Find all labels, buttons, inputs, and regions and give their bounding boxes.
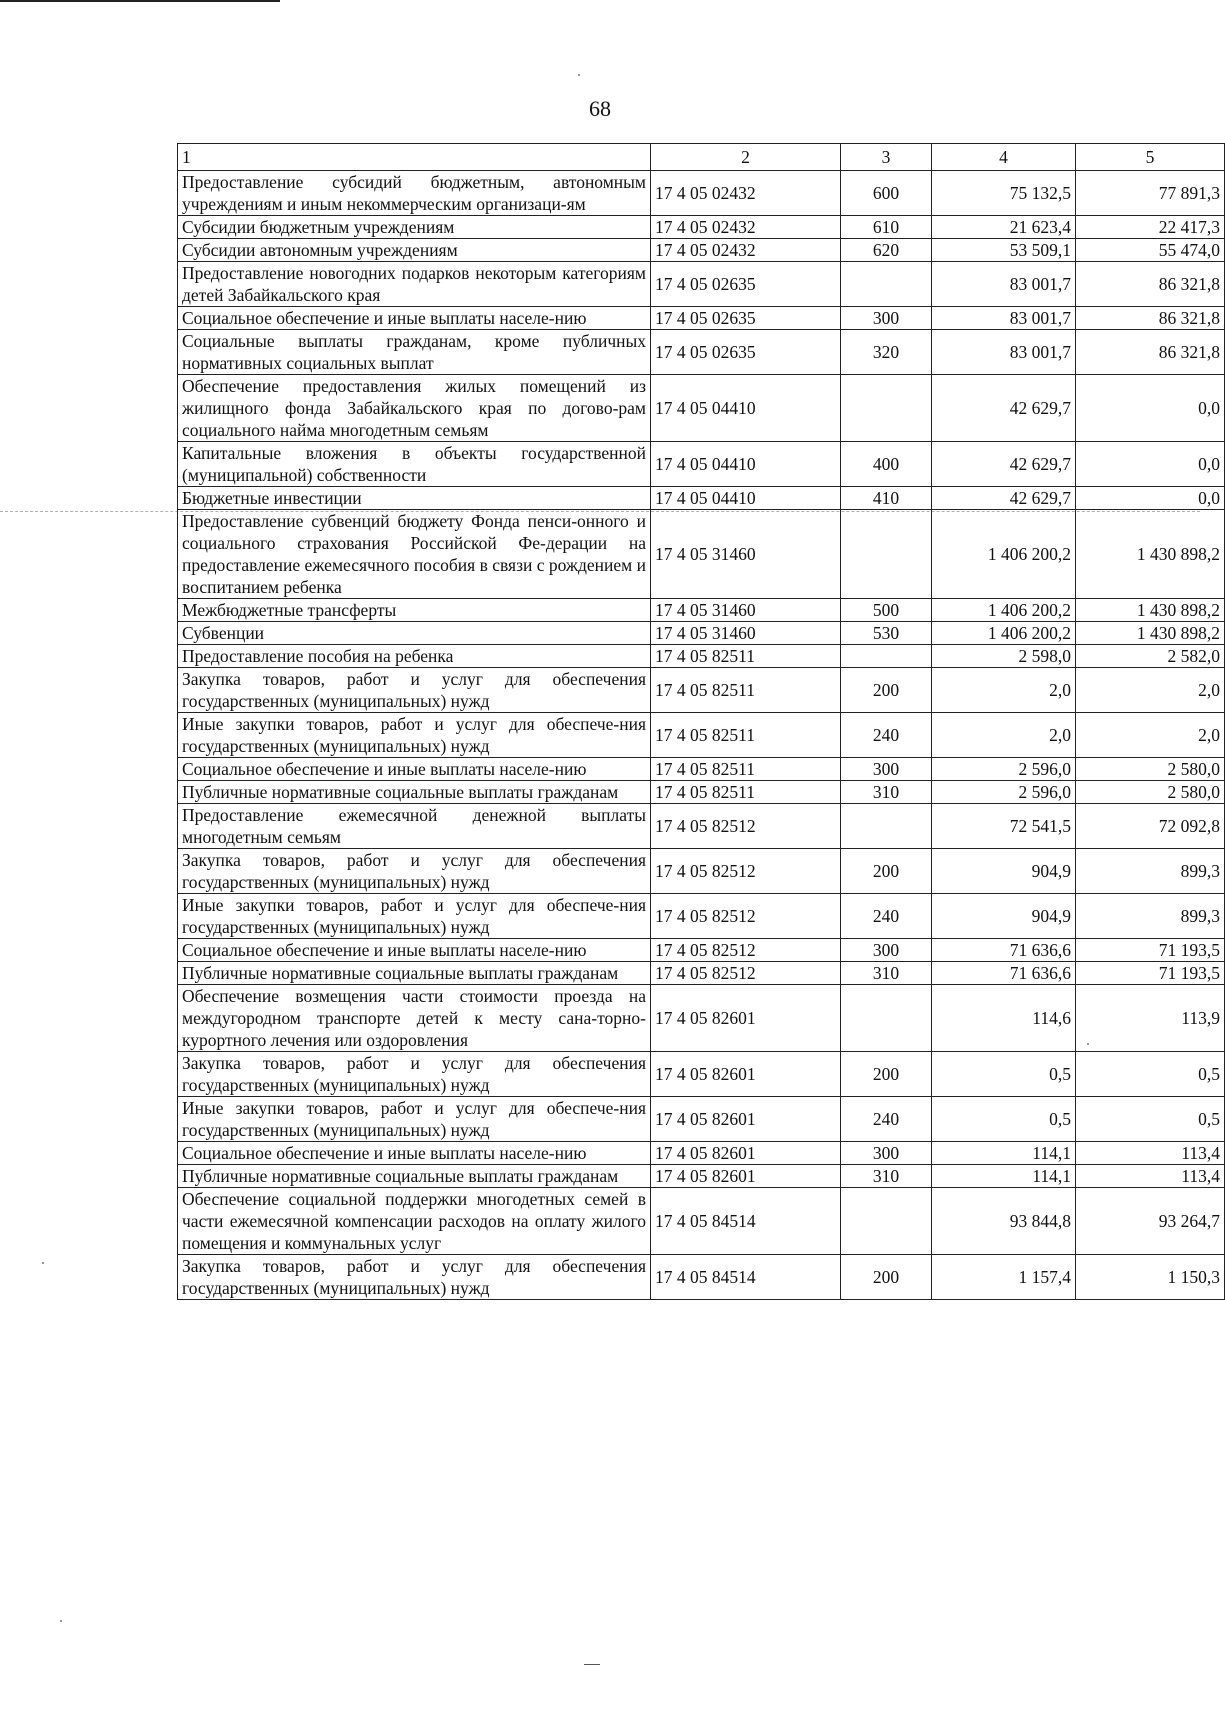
row-type-cell: 410 xyxy=(841,487,932,510)
row-code-cell: 17 4 05 02635 xyxy=(651,330,841,375)
scan-speck xyxy=(42,1262,44,1264)
table-row xyxy=(178,171,1225,216)
table-row xyxy=(178,307,1225,330)
column-header-name: 1 xyxy=(178,144,651,171)
row-sum-col5-cell: 2 582,0 xyxy=(1076,645,1225,668)
row-type-cell xyxy=(841,804,932,849)
row-type-cell: 300 xyxy=(841,939,932,962)
row-name-cell: Субвенции xyxy=(178,622,651,645)
row-sum-col5-cell: 86 321,8 xyxy=(1076,307,1225,330)
row-sum-col4-cell: 2 596,0 xyxy=(932,758,1076,781)
row-name-cell: Обеспечение социальной поддержки многодетных семей в части ежемесячной компенсации расходов на оплату жилого помещения и коммунальных услуг xyxy=(178,1188,651,1255)
row-sum-col4-cell: 114,6 xyxy=(932,985,1076,1052)
table-body xyxy=(178,171,1225,1300)
table-row xyxy=(178,1142,1225,1165)
row-sum-col4-cell: 2 598,0 xyxy=(932,645,1076,668)
row-code-cell: 17 4 05 02635 xyxy=(651,307,841,330)
row-name-cell: Обеспечение возмещения части стоимости проезда на междугородном транспорте детей к месту сана-торно-курортного лечения или оздоровления xyxy=(178,985,651,1052)
row-sum-col4-cell: 904,9 xyxy=(932,894,1076,939)
row-type-cell: 600 xyxy=(841,171,932,216)
table-row xyxy=(178,330,1225,375)
row-name-cell: Предоставление ежемесячной денежной выплаты многодетным семьям xyxy=(178,804,651,849)
row-type-cell xyxy=(841,1188,932,1255)
row-sum-col5-cell: 55 474,0 xyxy=(1076,239,1225,262)
row-sum-col5-cell: 0,0 xyxy=(1076,442,1225,487)
table-row xyxy=(178,939,1225,962)
row-name-cell: Социальное обеспечение и иные выплаты населе-нию xyxy=(178,939,651,962)
row-sum-col5-cell: 1 430 898,2 xyxy=(1076,599,1225,622)
column-header-code: 2 xyxy=(651,144,841,171)
table-row xyxy=(178,622,1225,645)
table-header-row xyxy=(178,144,1225,171)
row-type-cell: 530 xyxy=(841,622,932,645)
row-code-cell: 17 4 05 31460 xyxy=(651,599,841,622)
row-type-cell: 300 xyxy=(841,1142,932,1165)
column-header-type: 3 xyxy=(841,144,932,171)
row-name-cell: Иные закупки товаров, работ и услуг для обеспече-ния государственных (муниципальных) нужд xyxy=(178,894,651,939)
row-code-cell: 17 4 05 82601 xyxy=(651,1097,841,1142)
scan-mark xyxy=(584,1664,600,1665)
table-row xyxy=(178,442,1225,487)
table-row xyxy=(178,1097,1225,1142)
row-type-cell: 500 xyxy=(841,599,932,622)
row-sum-col4-cell: 83 001,7 xyxy=(932,307,1076,330)
row-code-cell: 17 4 05 82511 xyxy=(651,645,841,668)
row-name-cell: Закупка товаров, работ и услуг для обеспечения государственных (муниципальных) нужд xyxy=(178,1052,651,1097)
row-type-cell xyxy=(841,645,932,668)
table-row xyxy=(178,985,1225,1052)
row-type-cell: 310 xyxy=(841,781,932,804)
row-name-cell: Предоставление новогодних подарков некоторым категориям детей Забайкальского края xyxy=(178,262,651,307)
row-type-cell: 200 xyxy=(841,1052,932,1097)
row-name-cell: Социальное обеспечение и иные выплаты населе-нию xyxy=(178,1142,651,1165)
row-sum-col4-cell: 42 629,7 xyxy=(932,375,1076,442)
row-sum-col5-cell: 0,5 xyxy=(1076,1097,1225,1142)
top-edge-rule xyxy=(0,0,280,2)
row-type-cell: 300 xyxy=(841,307,932,330)
row-sum-col4-cell: 42 629,7 xyxy=(932,442,1076,487)
row-sum-col4-cell: 904,9 xyxy=(932,849,1076,894)
row-code-cell: 17 4 05 04410 xyxy=(651,442,841,487)
row-code-cell: 17 4 05 82601 xyxy=(651,1142,841,1165)
budget-table xyxy=(177,143,1225,1300)
table-row xyxy=(178,781,1225,804)
row-sum-col4-cell: 71 636,6 xyxy=(932,939,1076,962)
row-code-cell: 17 4 05 02635 xyxy=(651,262,841,307)
row-code-cell: 17 4 05 04410 xyxy=(651,487,841,510)
row-sum-col4-cell: 93 844,8 xyxy=(932,1188,1076,1255)
row-name-cell: Предоставление субсидий бюджетным, автономным учреждениям и иным некоммерческим организаци-ям xyxy=(178,171,651,216)
row-sum-col4-cell: 83 001,7 xyxy=(932,330,1076,375)
row-sum-col5-cell: 0,5 xyxy=(1076,1052,1225,1097)
row-code-cell: 17 4 05 82511 xyxy=(651,781,841,804)
row-sum-col4-cell: 1 406 200,2 xyxy=(932,510,1076,599)
row-sum-col5-cell: 1 430 898,2 xyxy=(1076,622,1225,645)
row-sum-col5-cell: 0,0 xyxy=(1076,375,1225,442)
row-sum-col5-cell: 86 321,8 xyxy=(1076,262,1225,307)
row-name-cell: Публичные нормативные социальные выплаты гражданам xyxy=(178,781,651,804)
row-name-cell: Публичные нормативные социальные выплаты гражданам xyxy=(178,1165,651,1188)
row-sum-col5-cell: 72 092,8 xyxy=(1076,804,1225,849)
row-name-cell: Субсидии бюджетным учреждениям xyxy=(178,216,651,239)
row-code-cell: 17 4 05 02432 xyxy=(651,171,841,216)
row-code-cell: 17 4 05 82511 xyxy=(651,758,841,781)
column-header-sum-col5: 5 xyxy=(1076,144,1225,171)
row-type-cell: 400 xyxy=(841,442,932,487)
row-sum-col4-cell: 0,5 xyxy=(932,1097,1076,1142)
row-name-cell: Публичные нормативные социальные выплаты гражданам xyxy=(178,962,651,985)
row-name-cell: Бюджетные инвестиции xyxy=(178,487,651,510)
row-type-cell: 320 xyxy=(841,330,932,375)
row-sum-col4-cell: 71 636,6 xyxy=(932,962,1076,985)
row-name-cell: Субсидии автономным учреждениям xyxy=(178,239,651,262)
row-code-cell: 17 4 05 82601 xyxy=(651,1165,841,1188)
table-row xyxy=(178,668,1225,713)
row-sum-col4-cell: 1 406 200,2 xyxy=(932,622,1076,645)
row-sum-col4-cell: 72 541,5 xyxy=(932,804,1076,849)
row-sum-col4-cell: 2,0 xyxy=(932,668,1076,713)
row-code-cell: 17 4 05 84514 xyxy=(651,1255,841,1300)
row-code-cell: 17 4 05 82511 xyxy=(651,713,841,758)
row-code-cell: 17 4 05 82512 xyxy=(651,939,841,962)
row-type-cell xyxy=(841,375,932,442)
row-code-cell: 17 4 05 02432 xyxy=(651,239,841,262)
row-type-cell: 610 xyxy=(841,216,932,239)
row-sum-col5-cell: 77 891,3 xyxy=(1076,171,1225,216)
row-name-cell: Социальные выплаты гражданам, кроме публичных нормативных социальных выплат xyxy=(178,330,651,375)
row-sum-col4-cell: 0,5 xyxy=(932,1052,1076,1097)
row-code-cell: 17 4 05 82601 xyxy=(651,1052,841,1097)
row-sum-col4-cell: 2,0 xyxy=(932,713,1076,758)
row-name-cell: Закупка товаров, работ и услуг для обеспечения государственных (муниципальных) нужд xyxy=(178,668,651,713)
row-name-cell: Закупка товаров, работ и услуг для обеспечения государственных (муниципальных) нужд xyxy=(178,1255,651,1300)
row-sum-col4-cell: 1 406 200,2 xyxy=(932,599,1076,622)
row-sum-col5-cell: 71 193,5 xyxy=(1076,962,1225,985)
row-sum-col5-cell: 113,4 xyxy=(1076,1142,1225,1165)
row-sum-col4-cell: 114,1 xyxy=(932,1165,1076,1188)
row-sum-col5-cell: 93 264,7 xyxy=(1076,1188,1225,1255)
row-code-cell: 17 4 05 82512 xyxy=(651,962,841,985)
row-type-cell xyxy=(841,985,932,1052)
row-name-cell: Иные закупки товаров, работ и услуг для обеспече-ния государственных (муниципальных) нужд xyxy=(178,1097,651,1142)
row-code-cell: 17 4 05 82512 xyxy=(651,849,841,894)
row-type-cell: 240 xyxy=(841,1097,932,1142)
row-type-cell: 200 xyxy=(841,1255,932,1300)
row-name-cell: Предоставление субвенций бюджету Фонда пенси-онного и социального страхования Российской Фе-дерации на предоставление ежемесячного пособия в связи с рождением и воспитанием ребенка xyxy=(178,510,651,599)
row-sum-col5-cell: 2 580,0 xyxy=(1076,758,1225,781)
row-name-cell: Предоставление пособия на ребенка xyxy=(178,645,651,668)
table-row xyxy=(178,713,1225,758)
table-row xyxy=(178,1255,1225,1300)
row-type-cell xyxy=(841,262,932,307)
row-sum-col5-cell: 113,9 xyxy=(1076,985,1225,1052)
row-sum-col4-cell: 53 509,1 xyxy=(932,239,1076,262)
row-sum-col5-cell: 1 430 898,2 xyxy=(1076,510,1225,599)
row-name-cell: Закупка товаров, работ и услуг для обеспечения государственных (муниципальных) нужд xyxy=(178,849,651,894)
row-sum-col5-cell: 1 150,3 xyxy=(1076,1255,1225,1300)
row-type-cell: 310 xyxy=(841,962,932,985)
table-row xyxy=(178,262,1225,307)
column-header-sum-col4: 4 xyxy=(932,144,1076,171)
row-sum-col4-cell: 83 001,7 xyxy=(932,262,1076,307)
row-sum-col5-cell: 71 193,5 xyxy=(1076,939,1225,962)
row-sum-col5-cell: 899,3 xyxy=(1076,894,1225,939)
row-type-cell: 200 xyxy=(841,668,932,713)
row-sum-col5-cell: 2,0 xyxy=(1076,668,1225,713)
table-row xyxy=(178,804,1225,849)
row-code-cell: 17 4 05 82511 xyxy=(651,668,841,713)
scan-speck xyxy=(60,1620,62,1622)
row-code-cell: 17 4 05 02432 xyxy=(651,216,841,239)
row-code-cell: 17 4 05 04410 xyxy=(651,375,841,442)
row-type-cell: 310 xyxy=(841,1165,932,1188)
row-type-cell: 240 xyxy=(841,713,932,758)
table-row xyxy=(178,1052,1225,1097)
table-row xyxy=(178,1188,1225,1255)
row-type-cell: 200 xyxy=(841,849,932,894)
row-type-cell: 240 xyxy=(841,894,932,939)
row-type-cell xyxy=(841,510,932,599)
row-code-cell: 17 4 05 31460 xyxy=(651,510,841,599)
row-sum-col4-cell: 114,1 xyxy=(932,1142,1076,1165)
table-row xyxy=(178,239,1225,262)
row-type-cell: 300 xyxy=(841,758,932,781)
table-row xyxy=(178,216,1225,239)
row-code-cell: 17 4 05 82601 xyxy=(651,985,841,1052)
page-number: 68 xyxy=(589,96,611,121)
row-code-cell: 17 4 05 82512 xyxy=(651,894,841,939)
table-row xyxy=(178,375,1225,442)
table-row xyxy=(178,645,1225,668)
table-row xyxy=(178,1165,1225,1188)
row-name-cell: Социальное обеспечение и иные выплаты населе-нию xyxy=(178,307,651,330)
row-sum-col5-cell: 2,0 xyxy=(1076,713,1225,758)
row-name-cell: Иные закупки товаров, работ и услуг для обеспече-ния государственных (муниципальных) нужд xyxy=(178,713,651,758)
row-name-cell: Межбюджетные трансферты xyxy=(178,599,651,622)
row-sum-col4-cell: 42 629,7 xyxy=(932,487,1076,510)
row-sum-col4-cell: 75 132,5 xyxy=(932,171,1076,216)
row-sum-col4-cell: 2 596,0 xyxy=(932,781,1076,804)
row-sum-col5-cell: 86 321,8 xyxy=(1076,330,1225,375)
row-sum-col5-cell: 899,3 xyxy=(1076,849,1225,894)
table-row xyxy=(178,894,1225,939)
table-row xyxy=(178,487,1225,510)
row-sum-col4-cell: 21 623,4 xyxy=(932,216,1076,239)
row-type-cell: 620 xyxy=(841,239,932,262)
row-sum-col5-cell: 2 580,0 xyxy=(1076,781,1225,804)
row-sum-col5-cell: 0,0 xyxy=(1076,487,1225,510)
row-name-cell: Социальное обеспечение и иные выплаты населе-нию xyxy=(178,758,651,781)
row-name-cell: Обеспечение предоставления жилых помещений из жилищного фонда Забайкальского края по догово-рам социального найма многодетным семьям xyxy=(178,375,651,442)
table-row xyxy=(178,599,1225,622)
row-sum-col5-cell: 22 417,3 xyxy=(1076,216,1225,239)
row-name-cell: Капитальные вложения в объекты государственной (муниципальной) собственности xyxy=(178,442,651,487)
row-code-cell: 17 4 05 84514 xyxy=(651,1188,841,1255)
row-code-cell: 17 4 05 31460 xyxy=(651,622,841,645)
table-row xyxy=(178,510,1225,599)
table-row xyxy=(178,758,1225,781)
row-sum-col5-cell: 113,4 xyxy=(1076,1165,1225,1188)
table-row xyxy=(178,849,1225,894)
row-code-cell: 17 4 05 82512 xyxy=(651,804,841,849)
scan-speck xyxy=(578,74,580,76)
row-sum-col4-cell: 1 157,4 xyxy=(932,1255,1076,1300)
table-row xyxy=(178,962,1225,985)
